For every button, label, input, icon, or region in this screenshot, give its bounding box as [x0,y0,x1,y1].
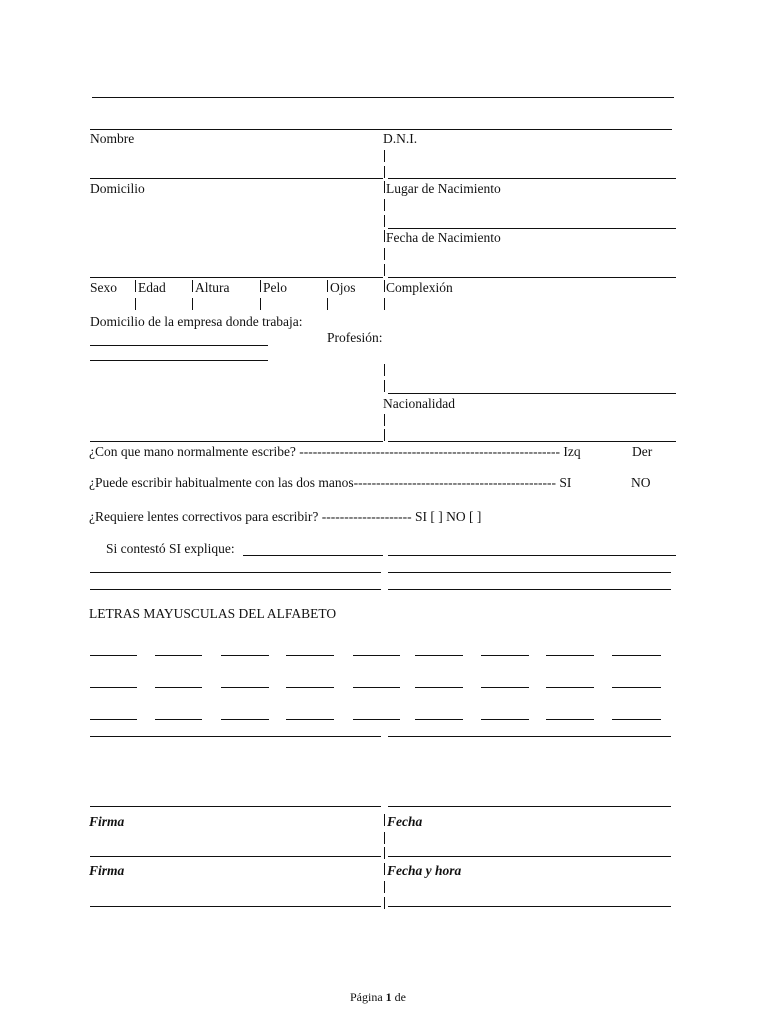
dni-label: D.N.I. [383,131,418,146]
profesion-label: Profesión: [327,330,383,345]
divider [192,298,193,310]
firma-1-label: Firma [89,814,125,829]
divider [327,298,328,310]
bottom-line-b[interactable] [388,906,671,907]
question-hand-der: Der [632,444,653,459]
firma-1-line[interactable] [90,806,381,807]
alphabet-blank[interactable] [221,719,269,720]
divider [384,280,385,292]
fecha-nacimiento-field[interactable] [388,277,676,278]
divider [384,215,385,227]
ojos-label: Ojos [330,280,356,295]
alphabet-blank[interactable] [612,655,661,656]
domicilio-label: Domicilio [90,181,145,196]
divider [384,814,385,826]
bottom-line-a[interactable] [90,906,381,907]
divider [384,181,385,193]
question-both-hands-no: NO [631,475,651,490]
divider [384,248,385,260]
question-lenses[interactable]: ¿Requiere lentes correctivos para escribir? -------------------- SI [ ] NO [ ] [89,509,482,524]
alphabet-blank[interactable] [415,719,463,720]
alphabet-blank[interactable] [481,719,529,720]
page-of: de [394,990,406,1004]
lugar-nacimiento-field[interactable] [388,228,676,229]
alphabet-blank[interactable] [286,655,334,656]
edad-label: Edad [138,280,166,295]
divider [135,298,136,310]
alphabet-blank[interactable] [90,655,137,656]
alphabet-blank[interactable] [481,655,529,656]
alphabet-blank[interactable] [546,687,594,688]
alphabet-blank[interactable] [353,655,400,656]
dni-field[interactable] [388,178,676,179]
domicilio-field[interactable] [90,277,383,278]
page-footer [350,991,406,1003]
alphabet-blank[interactable] [221,655,269,656]
nacionalidad-label: Nacionalidad [383,396,455,411]
domicilio-empresa-label: Domicilio de la empresa donde trabaja: [90,314,303,329]
alphabet-blank[interactable] [155,655,202,656]
explain-field-1b[interactable] [388,555,676,556]
page-word: Página [350,990,383,1004]
divider [192,280,193,292]
explain-field-3a[interactable] [90,589,381,590]
alphabet-blank[interactable] [286,687,334,688]
alphabet-title: LETRAS MAYUSCULAS DEL ALFABETO [89,606,337,621]
alphabet-blank[interactable] [90,719,137,720]
divider [260,298,261,310]
divider [384,298,385,310]
firma-2-label: Firma [89,863,125,878]
left-block-field[interactable] [90,441,383,442]
explain-field-1a[interactable] [243,555,383,556]
divider [384,150,385,162]
divider [384,230,385,242]
alphabet-blank[interactable] [286,719,334,720]
alphabet-blank[interactable] [546,719,594,720]
explain-field-3b[interactable] [388,589,671,590]
divider [260,280,261,292]
explain-field-2a[interactable] [90,572,381,573]
divider [384,897,385,909]
page-number: 1 [385,990,392,1004]
alphabet-blank[interactable] [546,655,594,656]
divider [384,429,385,441]
firma-2-line[interactable] [90,856,381,857]
explain-field-2b[interactable] [388,572,671,573]
nombre-field[interactable] [90,178,383,179]
fecha-label: Fecha [387,814,423,829]
alphabet-extra-field-b[interactable] [388,736,671,737]
top-rule-2 [90,129,672,130]
divider [327,280,328,292]
top-rule-1 [92,97,674,98]
divider [384,881,385,893]
alphabet-blank[interactable] [353,687,400,688]
alphabet-blank[interactable] [415,655,463,656]
divider [384,380,385,392]
divider [384,199,385,211]
complexion-label: Complexión [386,280,453,295]
fecha-nacimiento-label: Fecha de Nacimiento [386,230,501,245]
divider [384,847,385,859]
alphabet-blank[interactable] [155,719,202,720]
alphabet-blank[interactable] [90,687,137,688]
alphabet-blank[interactable] [481,687,529,688]
divider [384,863,385,875]
alphabet-blank[interactable] [221,687,269,688]
alphabet-blank[interactable] [155,687,202,688]
domicilio-empresa-field-2[interactable] [90,360,268,361]
alphabet-blank[interactable] [415,687,463,688]
sexo-label: Sexo [90,280,117,295]
fecha-hora-label: Fecha y hora [387,863,462,878]
fecha-hora-line[interactable] [388,856,671,857]
alphabet-blank[interactable] [612,719,661,720]
divider [384,166,385,178]
alphabet-extra-field-a[interactable] [90,736,381,737]
divider [135,280,136,292]
domicilio-empresa-field-1[interactable] [90,345,268,346]
alphabet-blank[interactable] [612,687,661,688]
pelo-label: Pelo [263,280,288,295]
question-hand: ¿Con que mano normalmente escribe? ---------------------------------------------------------- Izq [89,444,581,459]
lugar-nacimiento-label: Lugar de Nacimiento [386,181,501,196]
divider [384,364,385,376]
fecha-line[interactable] [388,806,671,807]
alphabet-blank[interactable] [353,719,400,720]
explain-label: Si contestó SI explique: [106,541,235,556]
divider [384,414,385,426]
nacionalidad-field[interactable] [388,441,676,442]
altura-label: Altura [195,280,230,295]
profesion-field[interactable] [388,393,676,394]
nombre-label: Nombre [90,131,135,146]
divider [384,264,385,276]
question-both-hands: ¿Puede escribir habitualmente con las dos manos--------------------------------------------- SI [89,475,572,490]
divider [384,832,385,844]
